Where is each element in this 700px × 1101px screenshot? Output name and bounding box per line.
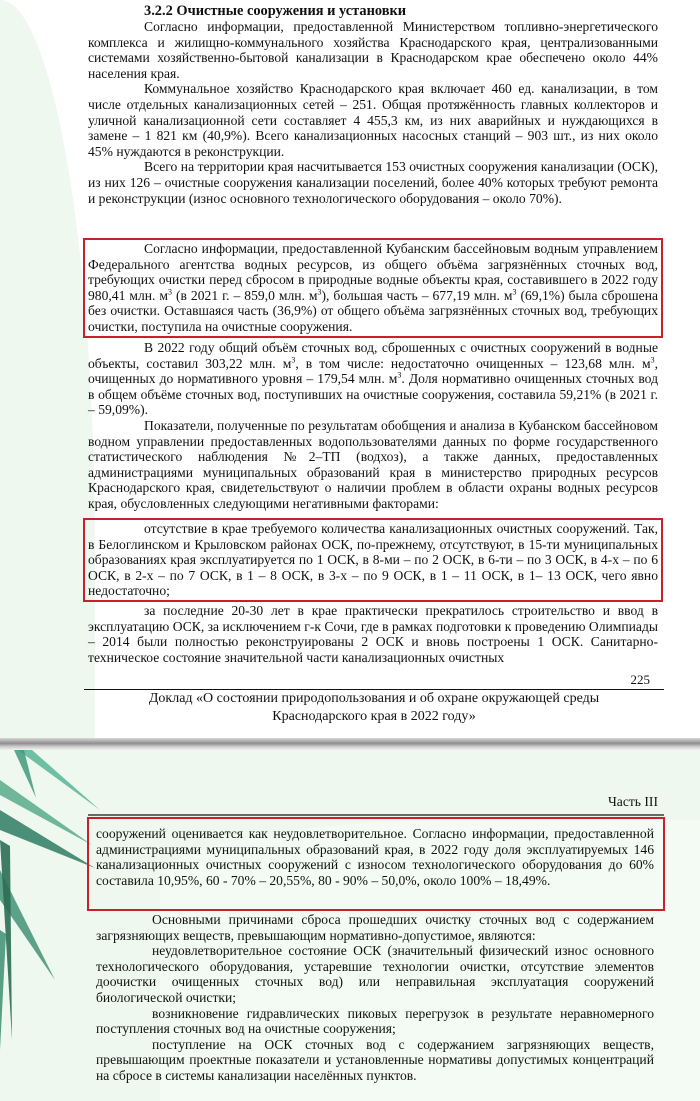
text-fragment: (69,1%) была сброшена без очистки. Оставшаяся часть (36,9%) от общего объёма загрязнённых сточных вод, требующих очистки, поступила на очистные сооружения.	[88, 287, 659, 334]
leaf-icon	[0, 930, 6, 1050]
paragraph: Показатели, полученные по результатам обобщения и анализа в Кубанском бассейновом водном управлении предоставленных водопользователями данных по форме государственного статистического наблюдения №2–ТП (водхоз), а также данных, предоставленных администрациями муниципальных образований края в министерство природных ресурсов Краснодарского края, свидетельствуют о наличии проблем в области охраны водных ресурсов края, обусловленных следующими негативными факторами:	[88, 417, 658, 511]
paragraph: Согласно информации, предоставленной Министерством топливно-энергетического комплекса и жилищно-коммунального хозяйства Краснодарского края, централизованными системами хозяйственно-бытовой канализации в Краснодарском крае обеспечено около 44% населения края.	[88, 19, 658, 81]
causes-paragraphs	[96, 912, 654, 1084]
paragraph: за последние 20-30 лет в крае практически прекратилось строительство и ввод в эксплуатацию ОСК, за исключением г-к Сочи, где в рамках подготовки к проведению Олимпиады – 2014 были полностью реконструированы 2 ОСК и вновь построены 1 ОСК. Санитарно-техническое состояние значительной части канализационных очистных	[88, 603, 658, 665]
superscript: 3	[291, 355, 296, 365]
text-fragment: (в 2021 г. – 859,0 млн. м	[172, 287, 318, 303]
text-fragment: В 2022 году общий объём сточных вод, сброшенных с очистных сооружений в водные объекты, составил 303,22 млн. м	[88, 340, 658, 371]
paragraph	[88, 241, 658, 335]
header-divider	[88, 814, 664, 816]
paragraph: Всего на территории края насчитывается 153 очистных сооружения канализации (ОСК), из них 126 – очистные сооружения канализации поселений, более 40% которых требуют ремонта и реконструкции (износ основного технологического оборудования – около 70%).	[88, 159, 658, 206]
superscript: 3	[168, 287, 173, 297]
paragraph: Коммунальное хозяйство Краснодарского края включает 460 ед. канализации, в том числе отдельных канализационных сетей – 251. Общая протяжённость главных коллекторов и уличной канализационной сети составляет 4 455,3 км, из них аварийных и нуждающихся в замене – 1 821 км (40,9%). Всего канализационных насосных станций – 903 шт., из них около 45% нуждаются в реконструкции.	[88, 81, 658, 159]
superscript: 3	[512, 287, 517, 297]
text-fragment: , очищенных до нормативного уровня – 179,54 млн. м	[88, 355, 659, 387]
paragraph: сооружений оценивается как неудовлетворительное. Согласно информации, предоставленной администрациями муниципальных образований края, в 2022 году доля эксплуатируемых 146 канализационных очистных сооружений с износом технологического оборудования до 60% составила 10,95%, 60 - 70% – 20,55%, 80 - 90% – 50,0%, около 100% – 18,49%.	[96, 826, 654, 888]
paragraph-discharge-volume	[88, 340, 658, 512]
superscript: 3	[650, 355, 655, 365]
paragraph-construction	[88, 603, 658, 665]
text-fragment: ), большая часть – 677,19 млн. м	[321, 287, 513, 303]
paragraph: неудовлетворительное состояние ОСК (значительный физический износ основного технологического оборудования, устаревшие технологии очистки, отсутствие элементов доочистки очищенных сточных вод) или неправильная эксплуатация сооружений биологической очистки;	[96, 943, 654, 1005]
intro-paragraphs	[88, 19, 658, 206]
page-footer	[84, 690, 664, 726]
superscript: 3	[397, 370, 402, 380]
text-fragment: Согласно информации, предоставленной Кубанским бассейновым водным управлением Федерального агентства водных ресурсов, из общего объёма загрязнённых сточных вод, требующих очистки перед сбросом в природные водные объекты края, составившего в 2022 году 980,41 млн. м	[88, 241, 658, 303]
paragraph: возникновение гидравлических пиковых перегрузок в результате неравномерного поступления сточных вод на очистные сооружения;	[96, 1005, 654, 1037]
page-decoration-band	[0, 0, 95, 738]
paragraph: отсутствие в крае требуемого количества канализационных очистных сооружений. Так, в Белоглинском и Крыловском районах ОСК, по-прежнему, отсутствуют, в 15-ти муниципальных образованиях края эксплуатируется по 1 ОСК, в 8-ми – по 2 ОСК, в 6-ти – по 3 ОСК, в 4-х – по 6 ОСК, в 2-х – по 7 ОСК, в 1 – 8 ОСК, в 3-х – по 9 ОСК, в 1 – 11 ОСК, в 1– 13 ОСК, чего явно недостаточно;	[88, 521, 658, 599]
page-separator	[0, 738, 700, 750]
highlighted-paragraph-facility-shortage	[88, 521, 658, 599]
part-header: Часть III	[607, 794, 658, 809]
text-fragment: , в том числе: недостаточно очищенных – 123,68 млн. м	[295, 355, 651, 371]
paragraph: поступление на ОСК сточных вод с содержанием загрязняющих веществ, превышающим проектные показатели и установленные нормативы допустимых концентраций на сбросе в системы канализации населённых пунктов.	[96, 1036, 654, 1083]
paragraph: Основными причинами сброса прошедших очистку сточных вод с содержанием загрязняющих веществ, превышающим нормативно-допустимое, являются:	[96, 912, 654, 943]
footer-line: Доклад «О состоянии природопользования и об охране окружающей среды	[148, 691, 600, 706]
section-heading: 3.2.2 Очистные сооружения и установки	[144, 3, 407, 19]
footer-line: Краснодарского края в 2022 году»	[272, 709, 476, 724]
paragraph	[88, 340, 658, 418]
highlighted-paragraph-water-volume	[88, 241, 658, 335]
page-number: 225	[630, 672, 650, 687]
text-fragment: . Доля нормативно очищенных сточных вод в общем объёме сточных вод, поступивших на очистные сооружения, составила 59,21% (в 2021 г. – 59,09%).	[88, 371, 659, 418]
superscript: 3	[317, 287, 322, 297]
highlighted-paragraph-equipment-wear	[96, 826, 654, 888]
